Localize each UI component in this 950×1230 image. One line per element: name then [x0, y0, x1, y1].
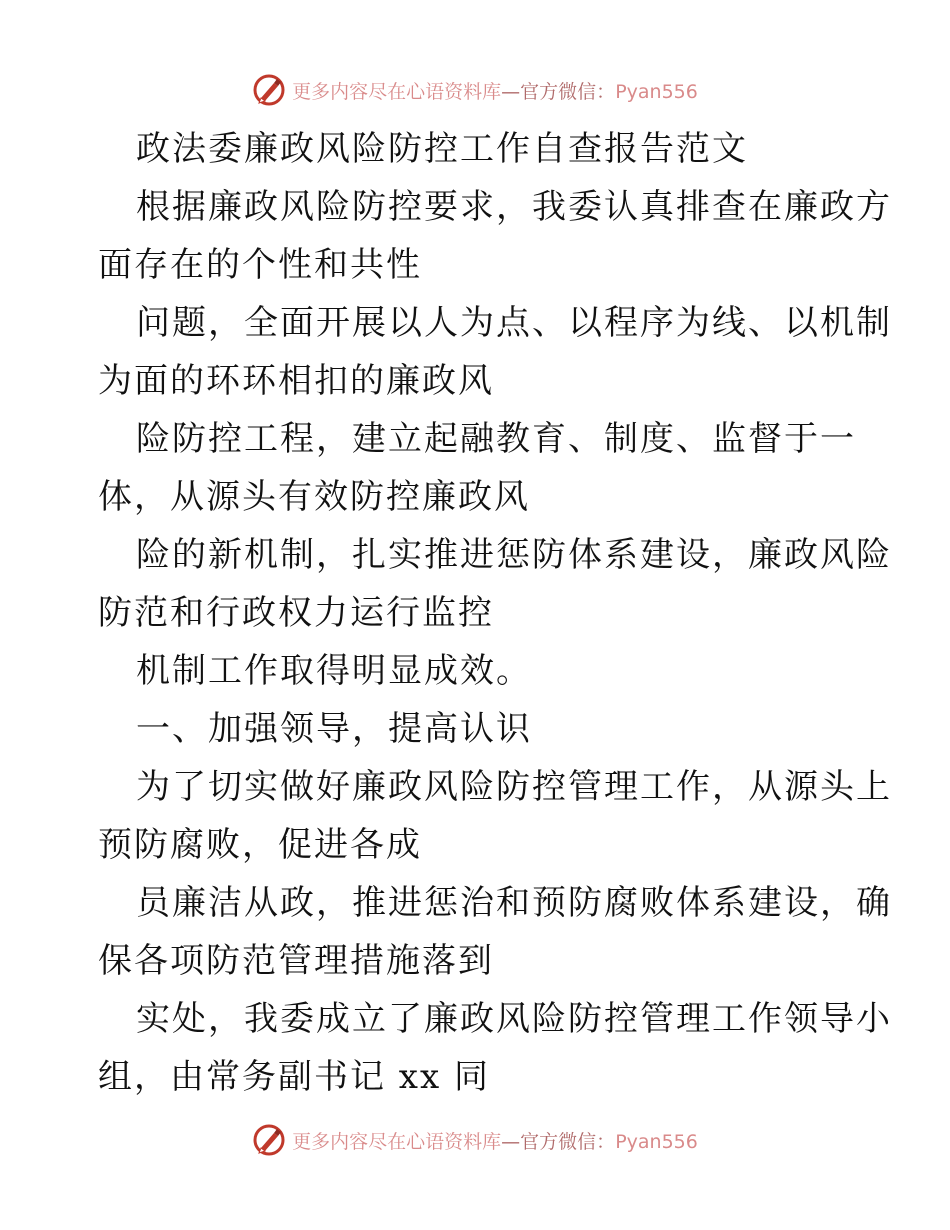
watermark-dash: — [501, 80, 521, 103]
watermark-text [292, 1127, 698, 1154]
document-line: 政法委廉政风险防控工作自查报告范文 [136, 129, 748, 169]
watermark-text [292, 77, 698, 104]
watermark-id: Pyan556 [615, 80, 698, 103]
document-line: 机制工作取得明显成效。 [136, 651, 532, 691]
document-line: 员廉洁从政，推进惩治和预防腐败体系建设，确 [136, 883, 892, 923]
watermark-brand: 更多内容尽在心语资料库 [292, 80, 502, 103]
document-line: 险防控工程，建立起融教育、制度、监督于一 [136, 419, 856, 459]
pen-logo-icon [252, 73, 286, 107]
watermark-id: Pyan556 [615, 1130, 698, 1153]
document-line: 一、加强领导，提高认识 [136, 709, 532, 749]
watermark-brand: 更多内容尽在心语资料库 [292, 1130, 502, 1153]
document-line: 面存在的个性和共性 [98, 245, 422, 285]
document-line: 保各项防范管理措施落到 [98, 941, 494, 981]
document-line: 组，由常务副书记 xx 同 [98, 1057, 490, 1097]
document-line: 根据廉政风险防控要求，我委认真排查在廉政方 [136, 187, 892, 227]
header-watermark [0, 70, 950, 110]
pen-logo-icon [252, 1123, 286, 1157]
watermark-dash: — [501, 1130, 521, 1153]
document-line: 实处，我委成立了廉政风险防控管理工作领导小 [136, 999, 892, 1039]
document-line: 为了切实做好廉政风险防控管理工作，从源头上 [136, 767, 892, 807]
document-line: 险的新机制，扎实推进惩防体系建设，廉政风险 [136, 535, 892, 575]
watermark-tag: 官方微信： [520, 80, 616, 103]
document-line: 为面的环环相扣的廉政风 [98, 361, 494, 401]
document-body [98, 120, 892, 1106]
watermark-tag: 官方微信： [520, 1130, 616, 1153]
document-line: 体，从源头有效防控廉政风 [98, 477, 530, 517]
document-line: 问题，全面开展以人为点、以程序为线、以机制 [136, 303, 892, 343]
footer-watermark [0, 1120, 950, 1160]
document-line: 防范和行政权力运行监控 [98, 593, 494, 633]
document-line: 预防腐败，促进各成 [98, 825, 422, 865]
